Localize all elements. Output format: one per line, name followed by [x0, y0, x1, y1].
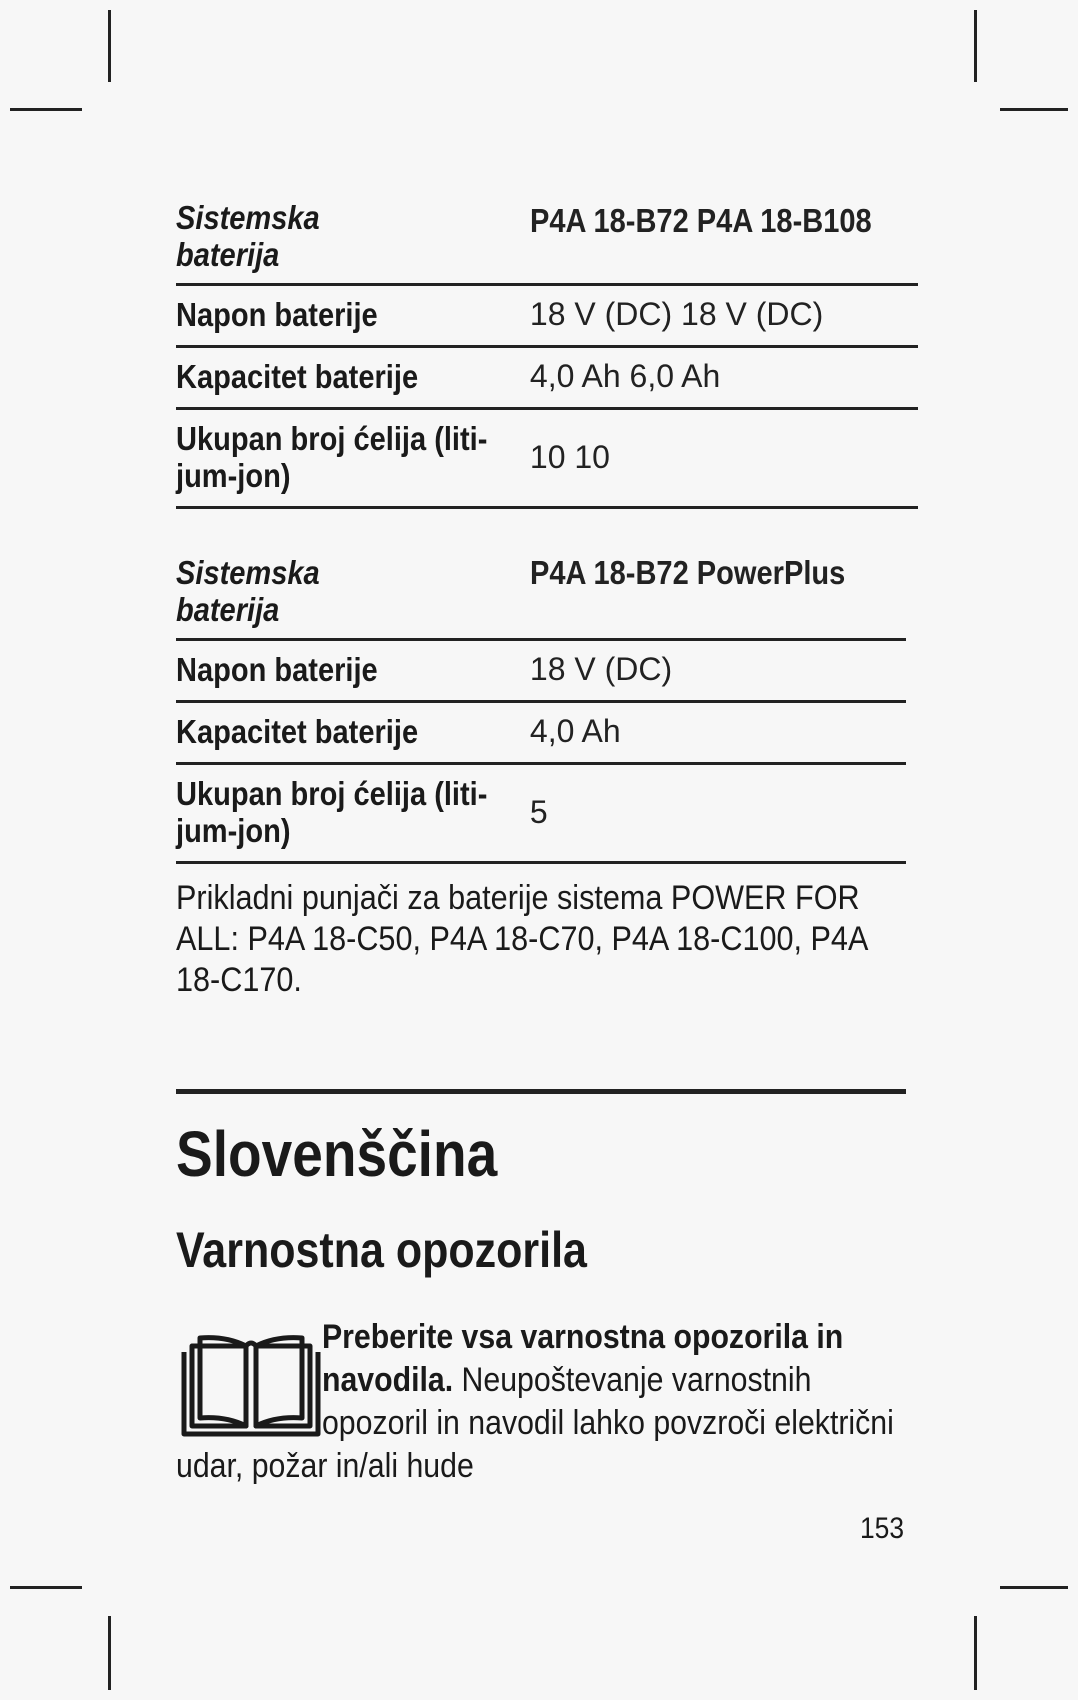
warning-bold-text: Preberite vsa varnostna opozorila in navodila. [321, 1318, 844, 1399]
table-header-value: P4A 18-B72 PowerPlus [529, 554, 846, 591]
row-value: 18 V (DC) 18 V (DC) [530, 285, 918, 347]
warning-text [176, 1316, 906, 1488]
crop-mark [974, 10, 977, 82]
row-label: Napon baterije [176, 285, 487, 347]
crop-mark [10, 1586, 82, 1589]
row-label: Ukupan broj ćelija (liti- jum-jon) [176, 764, 487, 863]
warning-body-text: Neupoštevanje varnostnih opozoril in navodil lahko povzroči električni udar, požar in/ali hude [176, 1361, 894, 1485]
row-label: Kapacitet baterije [176, 347, 487, 409]
spec-table-1 [176, 192, 918, 509]
page-number: 153 [860, 1512, 905, 1545]
chargers-note: Prikladni punjači za baterije sistema POWER FOR ALL: P4A 18-C50, P4A 18-C70, P4A 18-C100, P4A 18-C170. [176, 879, 867, 999]
table-header-label: Sistemska baterija [176, 554, 320, 628]
crop-mark [1000, 1586, 1068, 1589]
table-header-value: P4A 18-B72 P4A 18-B108 [529, 202, 872, 239]
subsection-title: Varnostna opozorila [176, 1222, 587, 1278]
row-label: Napon baterije [176, 640, 487, 702]
row-label: Ukupan broj ćelija (liti- jum-jon) [176, 409, 487, 508]
row-label: Kapacitet baterije [176, 702, 487, 764]
crop-mark [108, 10, 111, 82]
row-value: 4,0 Ah 6,0 Ah [530, 347, 918, 409]
warning-block [176, 1316, 906, 1488]
crop-mark [1000, 108, 1068, 111]
row-value: 10 10 [530, 409, 918, 508]
table-header-label: Sistemska baterija [176, 199, 320, 273]
row-value: 5 [530, 764, 906, 863]
row-value: 4,0 Ah [530, 702, 906, 764]
page-content [176, 192, 906, 1488]
section-title: Slovenščina [176, 1118, 498, 1190]
crop-mark [974, 1616, 977, 1690]
crop-mark [108, 1616, 111, 1690]
section-divider [176, 1089, 906, 1094]
crop-mark [10, 108, 82, 111]
row-value: 18 V (DC) [530, 640, 906, 702]
spec-table-2 [176, 547, 906, 864]
